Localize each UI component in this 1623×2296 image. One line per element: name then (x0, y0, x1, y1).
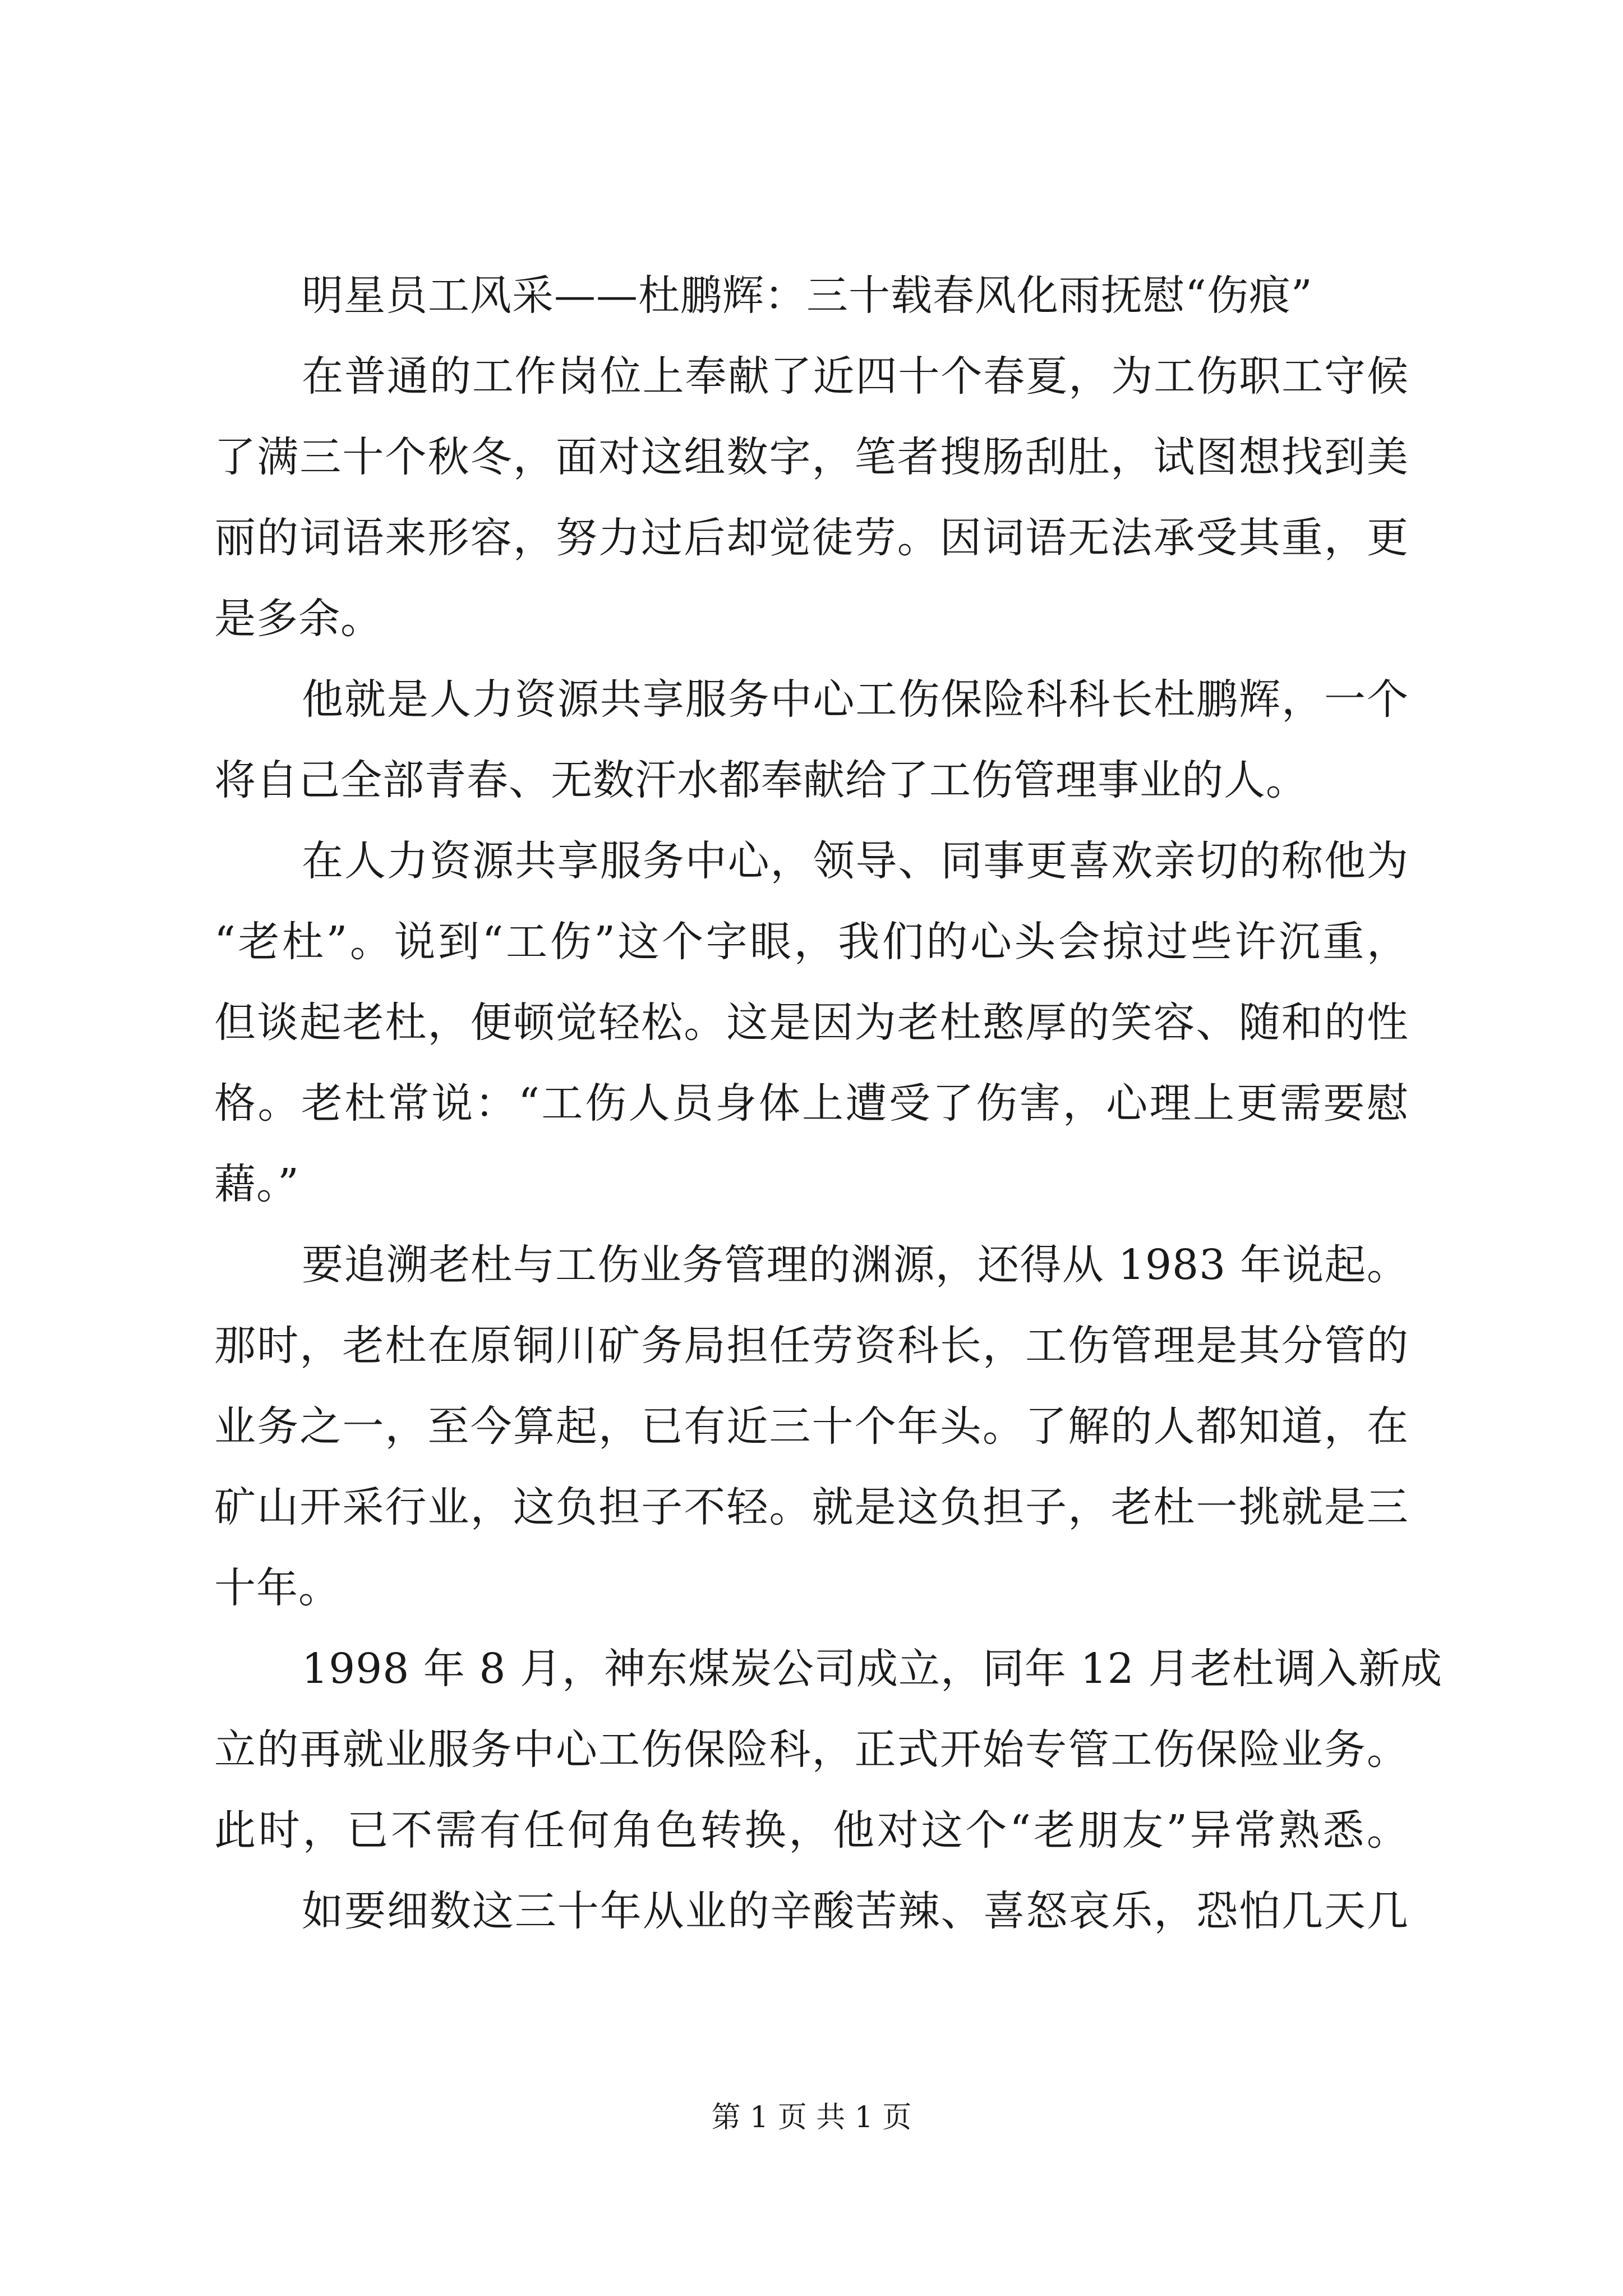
paragraph-2 (214, 659, 1409, 821)
paragraph-line: 要追溯老杜与工伤业务管理的渊源，还得从 1983 年说起。 (302, 1241, 1409, 1289)
paragraph-1 (214, 336, 1409, 659)
paragraph-line: 此时，已不需有任何角色转换，他对这个“老朋友”异常熟悉。 (214, 1806, 1409, 1855)
paragraph-6 (214, 1871, 1409, 1952)
paragraph-line: 十年。 (214, 1564, 340, 1612)
paragraph-line: “老杜”。说到“工伤”这个字眼，我们的心头会掠过些许沉重， (214, 918, 1409, 966)
paragraph-4 (214, 1225, 1409, 1628)
paragraph-line: 在人力资源共享服务中心，领导、同事更喜欢亲切的称他为 (302, 837, 1409, 885)
paragraph-line: 藉。” (214, 1160, 299, 1208)
paragraph-line: 将自己全部青春、无数汗水都奉献给了工伤管理事业的人。 (214, 756, 1308, 804)
paragraph-line: 矿山开采行业，这负担子不轻。就是这负担子，老杜一挑就是三 (214, 1483, 1409, 1531)
paragraph-line: 他就是人力资源共享服务中心工伤保险科科长杜鹏辉，一个 (302, 675, 1409, 724)
paragraph-5 (214, 1628, 1443, 1871)
page-footer: 第 1 页 共 1 页 (711, 2101, 912, 2134)
paragraph-line: 格。老杜常说：“工伤人员身体上遭受了伤害，心理上更需要慰 (214, 1079, 1409, 1128)
paragraph-line: 立的再就业服务中心工伤保险科，正式开始专管工伤保险业务。 (214, 1726, 1409, 1774)
paragraph-line: 丽的词语来形容，努力过后却觉徒劳。因词语无法承受其重，更 (214, 514, 1409, 562)
document-body (214, 255, 1443, 1952)
paragraph-line: 了满三十个秋冬，面对这组数字，笔者搜肠刮肚，试图想找到美 (214, 433, 1409, 481)
paragraph-3 (214, 821, 1409, 1225)
paragraph-line: 在普通的工作岗位上奉献了近四十个春夏，为工伤职工守候 (302, 352, 1409, 401)
paragraph-line: 业务之一，至今算起，已有近三十个年头。了解的人都知道，在 (214, 1402, 1409, 1451)
paragraph-line: 那时，老杜在原铜川矿务局担任劳资科长，工伤管理是其分管的 (214, 1322, 1409, 1370)
paragraph-line: 但谈起老杜，便顿觉轻松。这是因为老杜憨厚的笑容、随和的性 (214, 999, 1409, 1047)
paragraph-line: 如要细数这三十年从业的辛酸苦辣、喜怒哀乐，恐怕几天几 (302, 1887, 1409, 1935)
paragraph-line: 是多余。 (214, 595, 382, 643)
paragraph-line: 1998 年 8 月，神东煤炭公司成立，同年 12 月老杜调入新成 (302, 1645, 1443, 1693)
document-title: 明星员工风采——杜鹏辉：三十载春风化雨抚慰“伤痕” (302, 272, 1313, 320)
